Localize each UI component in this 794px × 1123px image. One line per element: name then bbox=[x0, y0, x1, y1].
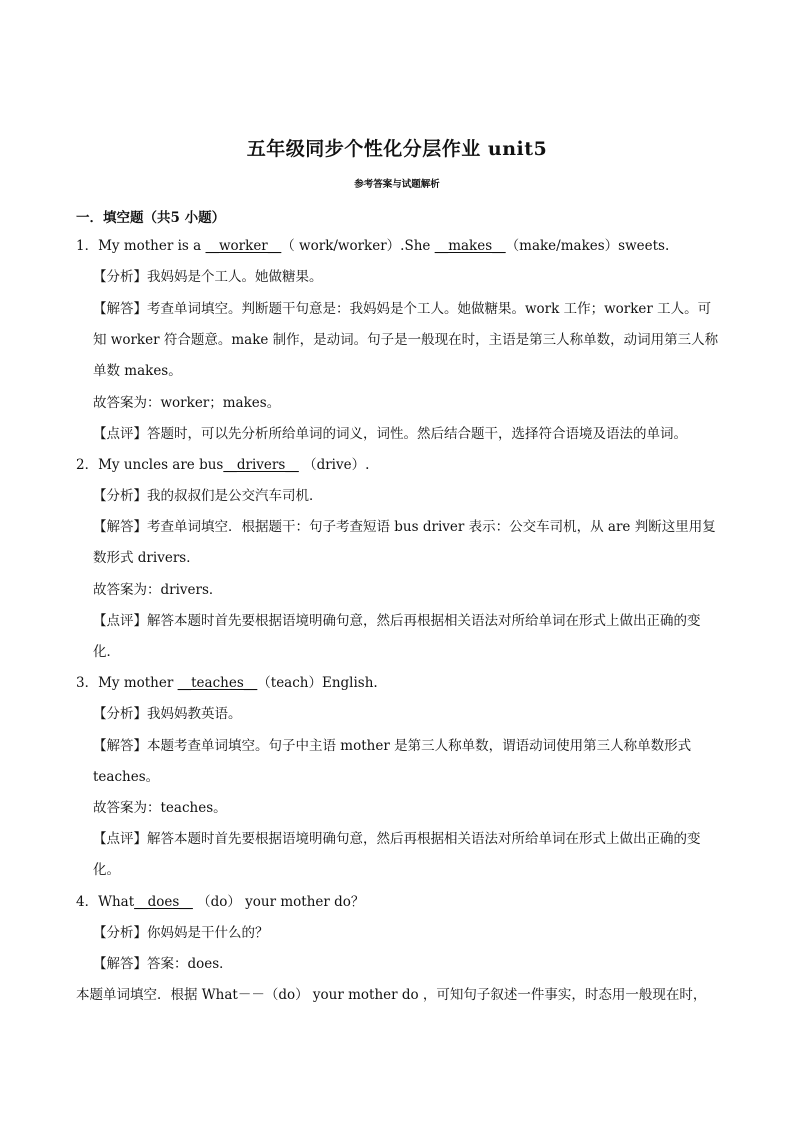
question-2 bbox=[76, 456, 716, 474]
q1-answer-blank-1: __worker__ bbox=[205, 238, 282, 254]
q2-text-a: 2．My uncles are bus bbox=[76, 457, 224, 473]
q4-solution: 【解答】答案：does． bbox=[93, 956, 233, 972]
q3-answer-blank: __teaches__ bbox=[177, 675, 258, 691]
question-4 bbox=[76, 893, 716, 911]
q3-solution-line-1: 【解答】本题考查单词填空。句子中主语 mother 是第三人称单数，谓语动词使用第三人称单数形式 bbox=[93, 738, 692, 754]
q3-answer: 故答案为：teaches。 bbox=[93, 800, 227, 816]
q2-solution-line-2: 数形式 drivers． bbox=[93, 550, 200, 566]
q2-solution-line-1: 【解答】考查单词填空．根据题干：句子考查短语 bus driver 表示：公交车司机，从 are 判断这里用复 bbox=[93, 519, 716, 535]
question-3 bbox=[76, 674, 716, 692]
q1-comment: 【点评】答题时，可以先分析所给单词的词义，词性。然后结合题干，选择符合语境及语法的单词。 bbox=[93, 426, 687, 442]
q4-explanation: 本题单词填空．根据 What－－（do） your mother do ，可知句子叙述一件事实，时态用一般现在时， bbox=[76, 987, 707, 1003]
q1-solution-line-1: 【解答】考查单词填空。判断题干句意是：我妈妈是个工人。她做糖果。work 工作；worker 工人。可 bbox=[93, 301, 712, 317]
page-subtitle: 参考答案与试题解析 bbox=[354, 179, 440, 190]
q4-analysis: 【分析】你妈妈是干什么的？ bbox=[93, 925, 269, 941]
q2-text-c: （drive）. bbox=[298, 457, 370, 473]
q1-text-c: （ work/worker）.She bbox=[281, 238, 435, 254]
q1-answer-blank-2: __makes__ bbox=[434, 238, 506, 254]
q2-comment-line-2: 化． bbox=[93, 644, 120, 660]
question-1 bbox=[76, 237, 716, 255]
q2-analysis: 【分析】我的叔叔们是公交汽车司机． bbox=[93, 488, 323, 504]
q4-answer-blank: __does__ bbox=[134, 894, 193, 910]
q1-text-a: 1．My mother is a bbox=[76, 238, 206, 254]
q4-text-a: 4．What bbox=[76, 894, 135, 910]
q4-text-c: （do） your mother do？ bbox=[192, 894, 365, 910]
q1-analysis: 【分析】我妈妈是个工人。她做糖果。 bbox=[93, 269, 323, 285]
q1-answer: 故答案为：worker；makes。 bbox=[93, 395, 281, 411]
q1-solution-line-3: 单数 makes。 bbox=[93, 363, 182, 379]
q2-answer-blank: __drivers__ bbox=[223, 457, 299, 473]
section-heading: 一．填空题（共5 小题） bbox=[76, 210, 226, 226]
q3-comment-line-2: 化。 bbox=[93, 862, 120, 878]
q1-text-e: （make/makes）sweets. bbox=[505, 238, 670, 254]
q2-comment-line-1: 【点评】解答本题时首先要根据语境明确句意，然后再根据相关语法对所给单词在形式上做出正确的变 bbox=[93, 613, 701, 629]
q3-comment-line-1: 【点评】解答本题时首先要根据语境明确句意，然后再根据相关语法对所给单词在形式上做出正确的变 bbox=[93, 831, 701, 847]
q1-solution-line-2: 知 worker 符合题意。make 制作，是动词。句子是一般现在时，主语是第三人称单数，动词用第三人称 bbox=[93, 332, 719, 348]
q3-solution-line-2: teaches。 bbox=[93, 769, 160, 785]
q3-analysis: 【分析】我妈妈教英语。 bbox=[93, 706, 242, 722]
page-title: 五年级同步个性化分层作业 unit5 bbox=[246, 138, 548, 160]
q3-text-a: 3．My mother bbox=[76, 675, 178, 691]
q2-answer: 故答案为：drivers． bbox=[93, 582, 223, 598]
q3-text-c: （teach）English. bbox=[257, 675, 378, 691]
